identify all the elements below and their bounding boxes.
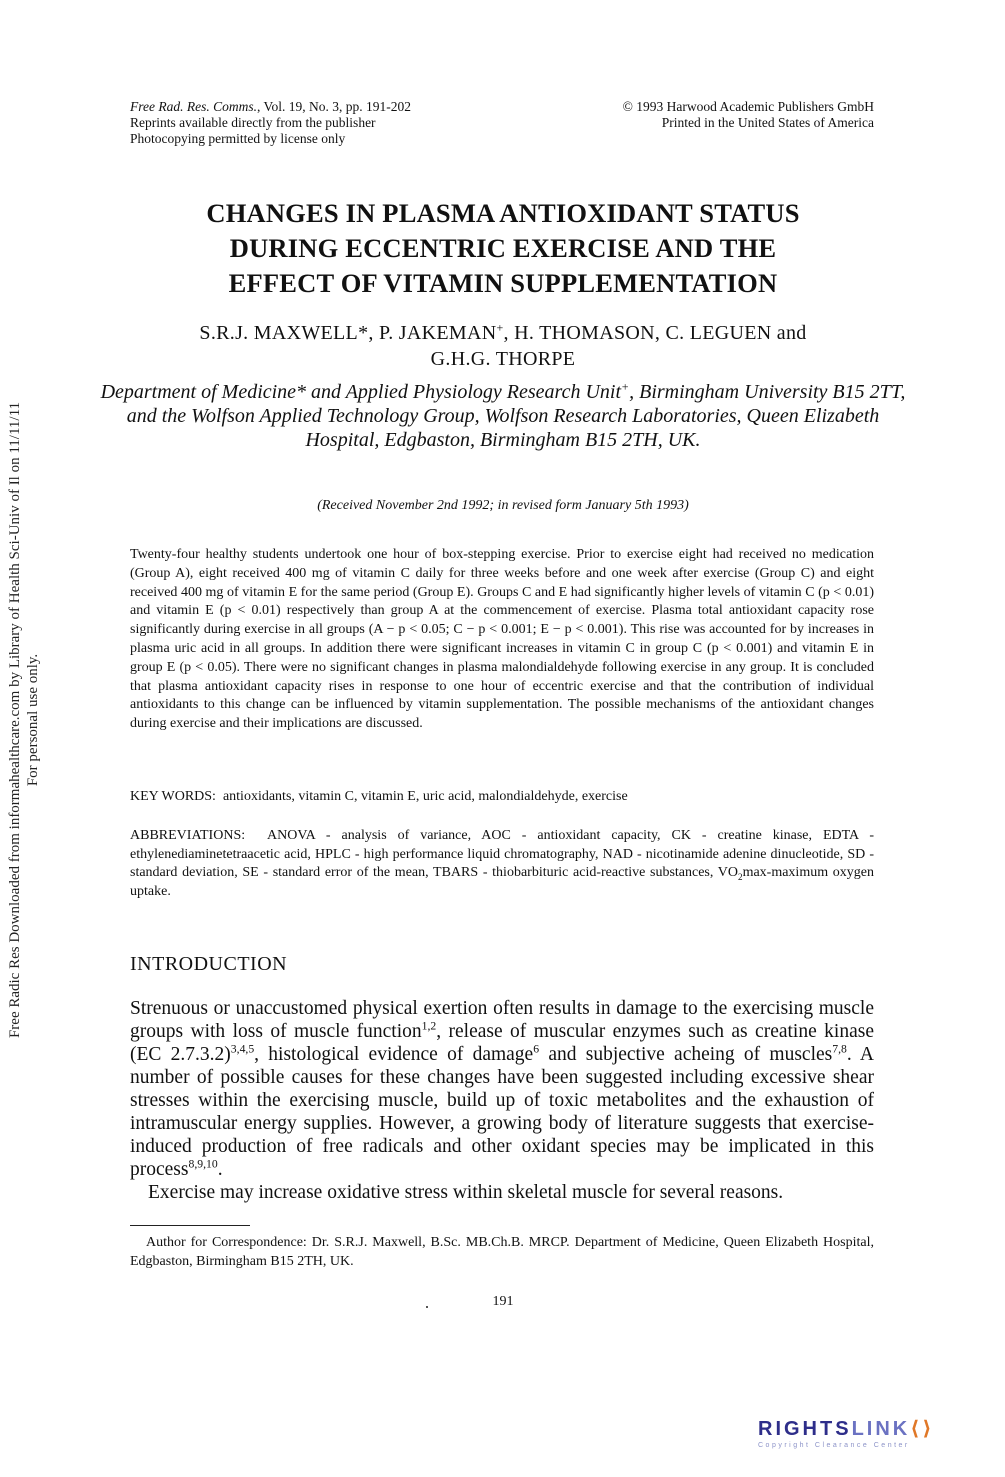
title-line: EFFECT OF VITAMIN SUPPLEMENTATION <box>228 268 778 298</box>
affiliation-marker: + <box>496 320 504 335</box>
abbreviations-text: ANOVA - analysis of variance, AOC - antioxidant capacity, CK - creatine kinase, EDTA - ethylenediaminetetraacetic acid, HPLC - high performance liquid chromatography, NAD - nicotinamide adenine dinucleotide, SD - standard deviation, SE - standard error of the mean, TBARS - thiobarbituric acid-reactive substances, VO <box>130 828 874 881</box>
citation-ref: 8,9,10 <box>188 1157 218 1171</box>
paragraph <box>130 997 874 1181</box>
arrow-icon: ⟨⟩ <box>910 1418 935 1440</box>
photocopying-note: Photocopying permitted by license only <box>130 131 346 146</box>
author-line: G.H.G. THORPE <box>430 348 576 370</box>
reprints-note: Reprints available directly from the publisher <box>130 115 376 130</box>
journal-name: Free Rad. Res. Comms. <box>130 99 257 114</box>
affiliation-marker: + <box>621 379 630 394</box>
text-run: and subjective acheing of muscles <box>539 1044 833 1065</box>
logo-rights-text: RIGHTS <box>758 1418 852 1440</box>
abbreviations-text: max-maximum oxygen uptake. <box>130 865 874 899</box>
text-run: . <box>217 1159 223 1180</box>
title-line: CHANGES IN PLASMA ANTIOXIDANT STATUS <box>206 198 800 228</box>
rightslink-logo[interactable] <box>758 1416 988 1458</box>
keywords-label: KEY WORDS: <box>130 789 216 804</box>
page-number: 191 <box>492 1294 514 1309</box>
citation-ref: 7,8 <box>832 1042 847 1056</box>
printed-line: Printed in the United States of America <box>661 115 874 130</box>
running-header-left <box>130 99 550 147</box>
paragraph: Exercise may increase oxidative stress within skeletal muscle for several reasons. <box>148 1182 784 1203</box>
watermark-line: Free Radic Res Downloaded from informahealthcare.com by Library of Health Sci-Univ of Il on 11/11/11 <box>7 401 23 1039</box>
affiliation-text: , Birmingham University B15 2TT, and the Wolfson Applied Technology Group, Wolfson Research Laboratories, Queen Elizabeth Hospital, Edgbaston, Birmingham B15 2TH, UK. <box>126 381 906 451</box>
abbreviations <box>130 827 874 901</box>
text-run: , release of muscular enzymes such as creatine kinase (EC 2.7.3.2) <box>130 1021 874 1065</box>
watermark-line: For personal use only. <box>25 653 41 787</box>
affiliation <box>100 380 906 452</box>
received-dates: (Received November 2nd 1992; in revised form January 5th 1993) <box>317 498 689 513</box>
footnote-rule <box>130 1225 250 1226</box>
author-line <box>100 320 906 346</box>
text-run: Strenuous or unaccustomed physical exertion often results in damage to the exercising muscle groups with loss of muscle function <box>130 998 874 1042</box>
citation-ref: 6 <box>533 1042 540 1056</box>
keywords-text: antioxidants, vitamin C, vitamin E, uric acid, malondialdehyde, exercise <box>222 789 628 804</box>
correspondence-footnote: Author for Correspondence: Dr. S.R.J. Maxwell, B.Sc. MB.Ch.B. MRCP. Department of Medicine, Queen Elizabeth Hospital, Edgbaston, Birmingham B15 2TH, UK. <box>130 1235 874 1269</box>
citation-details: , Vol. 19, No. 3, pp. 191-202 <box>256 99 411 114</box>
author-name: S.R.J. MAXWELL <box>199 322 359 344</box>
author-list <box>100 320 906 372</box>
citation-ref: 3,4,5 <box>230 1042 255 1056</box>
citation-ref: 1,2 <box>421 1019 437 1033</box>
journal-citation <box>130 99 550 115</box>
subscript: 2 <box>738 871 743 882</box>
abstract: Twenty-four healthy students undertook one hour of box-stepping exercise. Prior to exercise eight had received no medication (Group A), eight received 400 mg of vitamin C daily for three weeks before and one week after exercise (Group C) and eight received 400 mg of vitamin E for the same period (Group E). Groups C and E had significantly higher levels of vitamin C (p < 0.01) and vitamin E (p < 0.01) respectively than group A at the commencement of exercise. Plasma total antioxidant capacity rose significantly during exercise in all groups (A − p < 0.05; C − p < 0.001; E − p < 0.001). This rise was accounted for by increases in plasma uric acid in all groups. In addition there were significant increases in vitamin C in group C (p < 0.001) and vitamin E in group E (p < 0.05). There were no significant changes in plasma malondialdehyde following exercise in any group. It is concluded that plasma antioxidant capacity rises in response to one hour of eccentric exercise and that the contribution of individual antioxidants to this change can be influenced by vitamin supplementation. The possible mechanisms of the antioxidant changes during exercise and their implications are discussed. <box>130 547 874 732</box>
abbreviations-label: ABBREVIATIONS: <box>130 828 246 843</box>
introduction-body <box>130 997 874 1204</box>
affiliation-marker: * <box>358 322 369 344</box>
title-line: DURING ECCENTRIC EXERCISE AND THE <box>229 233 777 263</box>
author-name: , H. THOMASON, C. LEGUEN and <box>503 322 807 344</box>
keywords <box>130 788 874 806</box>
scan-speck <box>426 1306 428 1308</box>
rightslink-wordmark <box>758 1416 988 1441</box>
section-heading: INTRODUCTION <box>130 953 288 975</box>
paper-title <box>100 196 906 301</box>
running-header-right <box>560 99 874 131</box>
author-name: , P. JAKEMAN <box>368 322 497 344</box>
affiliation-text: Department of Medicine* and Applied Physiology Research Unit <box>100 381 622 403</box>
logo-subtitle: Copyright Clearance Center <box>758 1442 910 1449</box>
logo-link-text: LINK <box>851 1418 911 1440</box>
download-watermark <box>6 370 66 1070</box>
text-run: . A number of possible causes for these changes have been suggested including excessive shear stresses within the exercising muscle, build up of toxic metabolites and the exhaustion of intramuscular energy supplies. However, a growing body of literature suggests that exercise-induced production of free radicals and other oxidant species may be implicated in this process <box>130 1044 874 1180</box>
text-run: , histological evidence of damage <box>254 1044 534 1065</box>
copyright-line: © 1993 Harwood Academic Publishers GmbH <box>622 99 874 114</box>
